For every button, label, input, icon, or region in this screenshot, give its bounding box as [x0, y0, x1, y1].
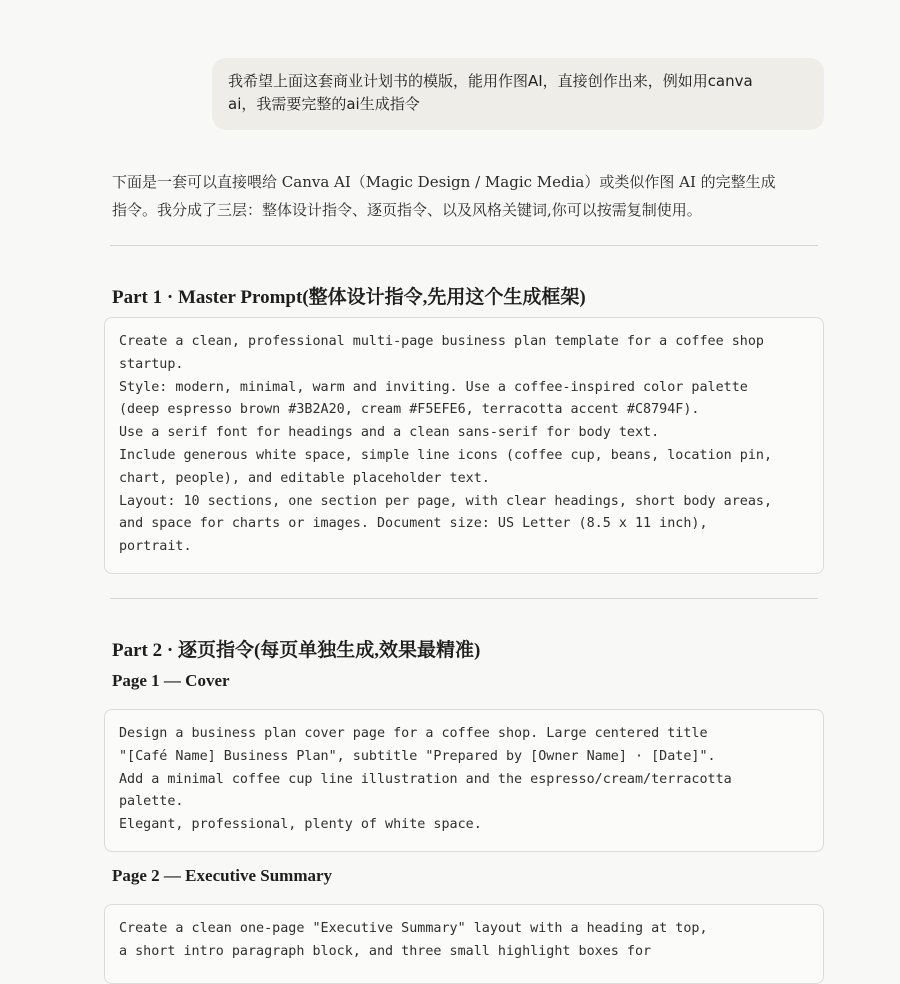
response-intro — [112, 168, 812, 224]
user-message-line: 我希望上面这套商业计划书的模版，能用作图AI，直接创作出来，例如用canva — [228, 72, 753, 90]
user-message-bubble — [212, 58, 824, 130]
divider — [110, 598, 818, 599]
part2-heading: Part 2 · 逐页指令(每页单独生成,效果最精准) — [112, 640, 481, 661]
user-message-line: ai，我需要完整的ai生成指令 — [228, 95, 420, 113]
divider — [110, 245, 818, 246]
code-block-page1[interactable] — [104, 709, 824, 852]
page1-heading: Page 1 — Cover — [112, 671, 230, 690]
code-block-page2[interactable] — [104, 904, 824, 984]
intro-line: 下面是一套可以直接喂给 Canva AI（Magic Design / Magic Media）或类似作图 AI 的完整生成 — [112, 173, 776, 191]
part1-heading: Part 1 · Master Prompt(整体设计指令,先用这个生成框架) — [112, 287, 586, 308]
code-text[interactable]: Create a clean, professional multi-page business plan template for a coffee shop startup. Style: modern, minimal, warm and inviting. Use a coffee-inspired color palette (deep espresso brown #3B2A20, cream #F5EFE6, terracotta accent #C8794F). Use a serif font for headings and a clean sans-serif for body text. Include generous white space, simple line icons (coffee cup, beans, location pin, chart, people), and editable placeholder text. Layout: 10 sections, one section per page, with clear headings, short body areas, and space for charts or images. Document size: US Letter (8.5 x 11 inch), portrait. — [119, 334, 773, 555]
intro-line: 指令。我分成了三层：整体设计指令、逐页指令、以及风格关键词,你可以按需复制使用。 — [112, 201, 702, 219]
code-text[interactable]: Create a clean one-page "Executive Summary" layout with a heading at top, a short intro paragraph block, and three small highlight boxes for — [119, 921, 708, 959]
code-text[interactable]: Design a business plan cover page for a coffee shop. Large centered title "[Café Name] Business Plan", subtitle "Prepared by [Owner Name] · [Date]". Add a minimal coffee cup line illustration and the espresso/cream/terracotta palette. Elegant, professional, plenty of white space. — [119, 726, 732, 833]
code-block-master-prompt[interactable] — [104, 317, 824, 574]
page2-heading: Page 2 — Executive Summary — [112, 866, 333, 885]
